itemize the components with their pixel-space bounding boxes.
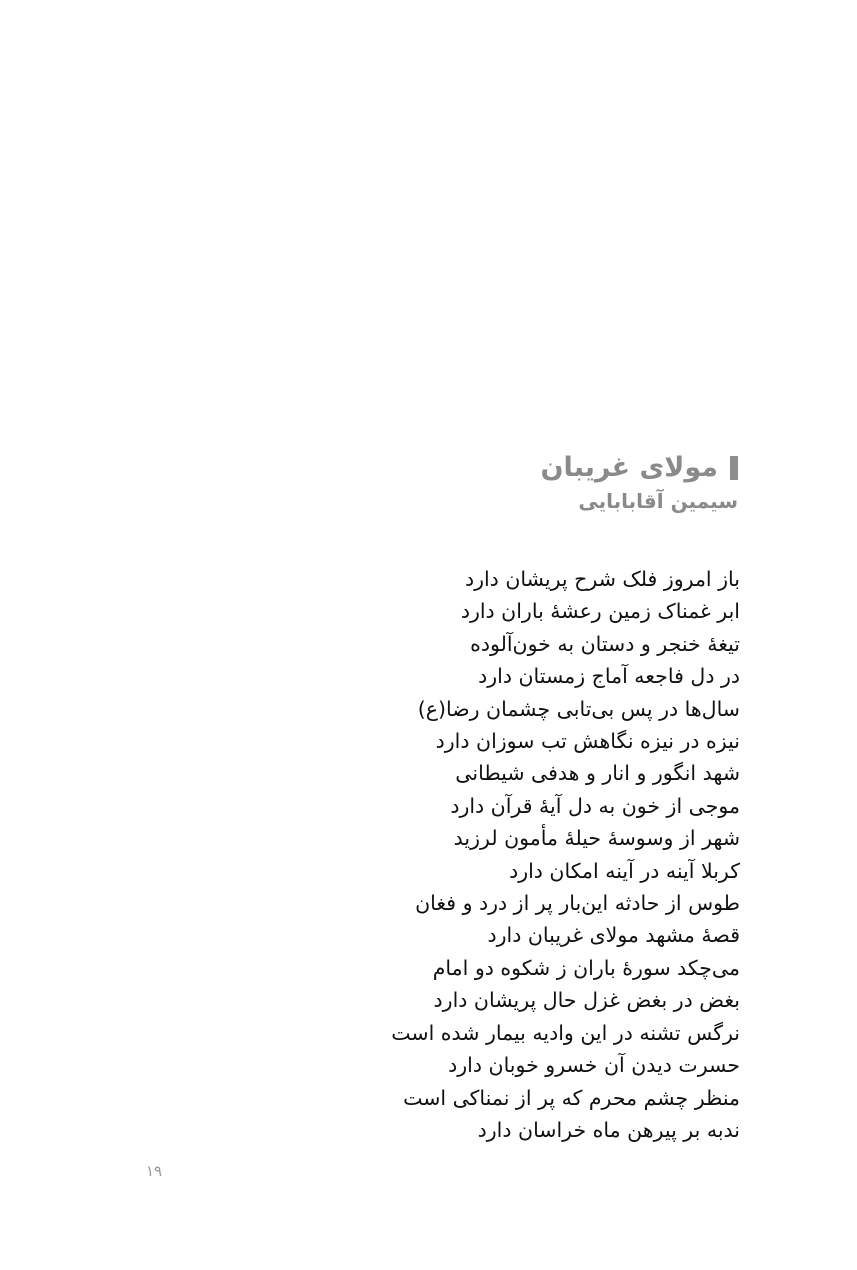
verse-line: حسرت دیدن آن خسرو خوبان دارد (448, 1053, 740, 1078)
verse-line: شهر از وسوسهٔ حیلهٔ مأمون لرزید (453, 826, 740, 851)
verse-line: شهد انگور و انار و هدفی شیطانی (455, 761, 740, 786)
poem-body (391, 563, 740, 1146)
verse-line: نیزه در نیزه نگاهش تب سوزان دارد (435, 729, 740, 754)
verse-line: منظر چشم محرم که پر از نمناکی است (403, 1085, 740, 1110)
poem-author: سیمین آقابابایی (578, 489, 738, 513)
verse-line: باز امروز فلک شرح پریشان دارد (464, 567, 740, 591)
page-number: ۱۹ (146, 1162, 163, 1180)
verse-line: در دل فاجعه آماج زمستان دارد (478, 664, 740, 689)
verse-line: بغض در بغض غزل حال پریشان دارد (433, 988, 740, 1013)
title-marker-bar (730, 456, 738, 480)
poem-title: مولای غریبان (540, 452, 718, 483)
title-row (541, 448, 738, 488)
poem-header (541, 448, 738, 516)
verse-line: کربلا آینه در آینه امکان دارد (509, 858, 740, 883)
verse-line: نرگس تشنه در این وادیه بیمار شده است (391, 1020, 740, 1045)
verse-line: تیغهٔ خنجر و دستان به خون‌آلوده (470, 631, 740, 656)
verse-line: قصهٔ مشهد مولای غریبان دارد (487, 923, 740, 948)
verse-line: ابر غمناک زمین رعشهٔ باران دارد (460, 599, 740, 624)
verse-line: طوس از حادثه این‌بار پر از درد و فغان (415, 891, 740, 916)
verse-line: ندبه بر پیرهن ماه خراسان دارد (477, 1117, 740, 1142)
verse-line: می‌چکد سورهٔ باران ز شکوه دو امام (432, 955, 740, 980)
verse-line: سال‌ها در پس بی‌تابی چشمان رضا(ع) (417, 696, 740, 721)
verse-line: موجی از خون به دل آیهٔ قرآن دارد (450, 793, 740, 818)
